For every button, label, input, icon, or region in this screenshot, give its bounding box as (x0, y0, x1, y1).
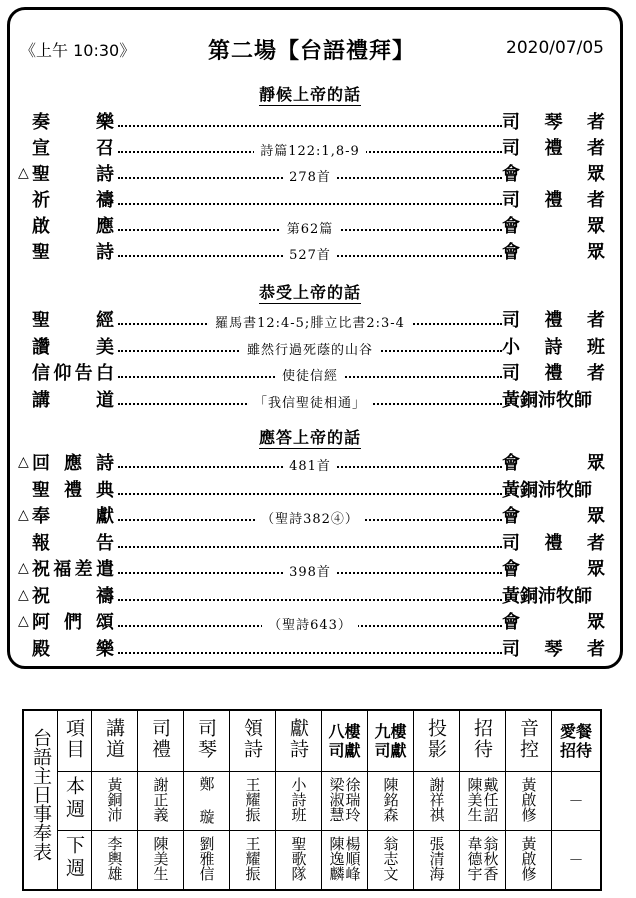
dot-leader (118, 652, 502, 654)
column-header (184, 710, 230, 772)
table-cell (276, 831, 322, 891)
column-header (414, 710, 460, 772)
liturgy-item-role: 司 禮 者 (502, 363, 605, 384)
liturgy-item-role: 黃銅沛牧師 (502, 389, 592, 411)
liturgy-item-role: 司 禮 者 (502, 310, 605, 331)
person-name: 陳銘森 (381, 777, 400, 822)
liturgy-row (0, 611, 636, 635)
liturgy-item-detail: 使徒信經 (276, 369, 344, 384)
person-name: 黃銅沛 (105, 777, 124, 822)
liturgy-item-detail: 詩篇122:1,8-9 (254, 144, 366, 159)
person-name: 謝祥祺 (427, 777, 446, 822)
table-cell (414, 831, 460, 891)
column-header (138, 710, 184, 772)
dot-leader (118, 125, 502, 127)
liturgy-item-name: 報 告 (32, 532, 114, 554)
column-header-text: 愛餐招待 (559, 722, 592, 760)
liturgy-item-role: 會 眾 (502, 242, 605, 263)
liturgy-item-name: 聖 詩 (32, 242, 114, 263)
week-label-text: 下週 (63, 834, 85, 881)
stand-marker: △ (18, 613, 29, 629)
liturgy-item-name: 聖 詩 (32, 164, 114, 185)
liturgy-item-name: 啟 應 (32, 216, 114, 237)
liturgy-item-role: 司 禮 者 (502, 190, 605, 211)
column-header-text: 項目 (63, 717, 85, 760)
liturgy-row (0, 638, 636, 662)
dot-leader (118, 203, 502, 205)
person-name: 鄭 璇 (197, 775, 216, 824)
liturgy-item-detail: 398首 (283, 565, 337, 580)
column-header-text: 司琴 (195, 717, 217, 760)
table-cell (138, 831, 184, 891)
liturgy-item-role: 司 禮 者 (502, 138, 605, 159)
liturgy-item-detail: （聖詩382④） (255, 512, 365, 527)
column-header-text: 司禮 (149, 717, 171, 760)
table-cell (276, 772, 322, 831)
stand-marker: △ (18, 454, 29, 470)
liturgy-row (0, 362, 636, 386)
duty-roster-table (22, 709, 602, 891)
table-cell (230, 772, 276, 831)
table-cell (552, 831, 602, 891)
liturgy-row (0, 585, 636, 609)
week-label-text: 本週 (63, 775, 85, 822)
liturgy-item-detail: 羅馬書12:4-5;腓立比書2:3-4 (209, 316, 411, 331)
liturgy-row (0, 389, 636, 413)
section-title-text: 應答上帝的話 (258, 428, 361, 447)
service-time: 《上午 10:30》 (20, 41, 136, 60)
person-name: 李輿雄 (105, 836, 124, 881)
person-name: 陳逸麟 (327, 836, 346, 881)
empty-dash: － (568, 851, 584, 869)
table-cell (368, 831, 414, 891)
person-name: 韋德宇 (465, 836, 484, 881)
stand-marker: △ (18, 507, 29, 523)
person-name: 翁秋香 (481, 836, 500, 881)
person-name: 小詩班 (289, 777, 308, 822)
person-name: 楊順峰 (343, 836, 362, 881)
liturgy-item-role: 司 琴 者 (502, 638, 605, 660)
liturgy-row (0, 558, 636, 582)
liturgy-row (0, 505, 636, 529)
column-header-text: 投影 (425, 717, 447, 760)
person-name: 劉雅信 (197, 836, 216, 881)
liturgy-row (0, 532, 636, 556)
liturgy-item-role: 會 眾 (502, 559, 605, 580)
table-cell (460, 831, 506, 891)
stand-marker: △ (18, 586, 29, 603)
roster-side-label-text: 台語主日事奉表 (30, 728, 52, 861)
table-cell (184, 772, 230, 831)
column-header-text: 音控 (517, 717, 539, 760)
liturgy-item-role: 小 詩 班 (502, 336, 605, 358)
empty-dash: － (568, 792, 584, 810)
column-header (58, 710, 92, 772)
liturgy-item-name: 奉 獻 (32, 506, 114, 527)
person-name: 陳美生 (151, 836, 170, 881)
page-title: 第二場【台語禮拜】 (208, 39, 416, 64)
liturgy-row (0, 241, 636, 265)
person-name: 徐瑞玲 (343, 777, 362, 822)
table-cell (322, 772, 368, 831)
column-header-text: 九樓司獻 (374, 722, 407, 760)
liturgy-item-name: 聖 經 (32, 310, 114, 331)
liturgy-row (0, 336, 636, 360)
person-name: 黃啟修 (519, 777, 538, 822)
liturgy-item-detail: 278首 (283, 170, 337, 185)
table-row (23, 772, 601, 831)
liturgy-row (0, 137, 636, 161)
liturgy-row (0, 111, 636, 135)
person-name: 梁淑慧 (327, 777, 346, 822)
person-name: 王耀振 (243, 836, 262, 881)
liturgy-item-name: 祝 福 差 遣 (32, 559, 114, 580)
section-title (0, 82, 620, 105)
liturgy-item-detail: 「我信聖徒相通」 (248, 396, 372, 411)
liturgy-item-role: 會 眾 (502, 453, 605, 474)
person-name: 黃啟修 (519, 836, 538, 881)
person-name: 陳美生 (465, 777, 484, 822)
liturgy-item-detail: 527首 (283, 248, 337, 263)
column-header (368, 710, 414, 772)
liturgy-item-role: 會 眾 (502, 216, 605, 237)
table-cell (92, 772, 138, 831)
liturgy-row (0, 189, 636, 213)
liturgy-item-role: 司 禮 者 (502, 532, 605, 554)
column-header-text: 領詩 (241, 717, 263, 760)
table-cell (368, 772, 414, 831)
liturgy-row (0, 163, 636, 187)
liturgy-item-detail: 雖然行過死蔭的山谷 (241, 343, 379, 358)
week-label (58, 831, 92, 891)
column-header (276, 710, 322, 772)
table-cell (230, 831, 276, 891)
person-name: 王耀振 (243, 777, 262, 822)
liturgy-item-role: 會 眾 (502, 612, 605, 633)
liturgy-item-name: 信 仰 告 白 (32, 363, 114, 384)
duty-header-row (23, 710, 601, 772)
column-header-text: 招待 (471, 717, 493, 760)
column-header-text: 講道 (103, 717, 125, 760)
dot-leader (118, 493, 502, 495)
table-row (23, 831, 601, 891)
person-name: 張清海 (427, 836, 446, 881)
liturgy-item-detail: 481首 (283, 459, 337, 474)
liturgy-item-role: 黃銅沛牧師 (502, 585, 592, 607)
liturgy-item-name: 回 應 詩 (32, 453, 114, 474)
liturgy-item-detail: 第62篇 (281, 222, 340, 237)
liturgy-row (0, 215, 636, 239)
person-name: 謝正義 (151, 777, 170, 822)
liturgy-row (0, 452, 636, 476)
liturgy-item-name: 祝 禱 (32, 585, 114, 607)
table-cell (552, 772, 602, 831)
liturgy-item-name: 宣 召 (32, 138, 114, 159)
section-title-text: 靜候上帝的話 (258, 85, 361, 104)
stand-marker: △ (18, 560, 29, 576)
dot-leader (118, 546, 502, 548)
column-header (322, 710, 368, 772)
table-cell (506, 772, 552, 831)
table-cell (184, 831, 230, 891)
liturgy-row (0, 309, 636, 333)
liturgy-item-name: 聖 禮 典 (32, 479, 114, 501)
table-cell (138, 772, 184, 831)
week-label (58, 772, 92, 831)
liturgy-item-name: 奏 樂 (32, 112, 114, 133)
column-header (506, 710, 552, 772)
liturgy-item-name: 讚 美 (32, 336, 114, 358)
liturgy-item-role: 會 眾 (502, 164, 605, 185)
liturgy-item-role: 會 眾 (502, 506, 605, 527)
table-cell (460, 772, 506, 831)
liturgy-item-name: 殿 樂 (32, 638, 114, 660)
liturgy-item-name: 講 道 (32, 389, 114, 411)
section-title-text: 恭受上帝的話 (258, 283, 361, 302)
column-header-text: 八樓司獻 (328, 722, 361, 760)
liturgy-item-detail: （聖詩643） (262, 618, 358, 633)
table-cell (506, 831, 552, 891)
section-title (0, 280, 620, 303)
dot-leader (118, 599, 502, 601)
section-title (0, 425, 620, 448)
person-name: 聖歌隊 (289, 836, 308, 881)
roster-side-label (23, 710, 58, 890)
liturgy-item-role: 黃銅沛牧師 (502, 479, 592, 501)
person-name: 戴任詔 (481, 777, 500, 822)
column-header (552, 710, 602, 772)
column-header (230, 710, 276, 772)
liturgy-item-name: 阿 們 頌 (32, 612, 114, 633)
table-cell (92, 831, 138, 891)
service-date: 2020/07/05 (506, 38, 604, 58)
person-name: 翁志文 (381, 836, 400, 881)
column-header (460, 710, 506, 772)
column-header-text: 獻詩 (287, 717, 309, 760)
table-cell (322, 831, 368, 891)
liturgy-row (0, 479, 636, 503)
table-cell (414, 772, 460, 831)
column-header (92, 710, 138, 772)
stand-marker: △ (18, 165, 29, 181)
liturgy-item-name: 祈 禱 (32, 190, 114, 211)
liturgy-item-role: 司 琴 者 (502, 112, 605, 133)
